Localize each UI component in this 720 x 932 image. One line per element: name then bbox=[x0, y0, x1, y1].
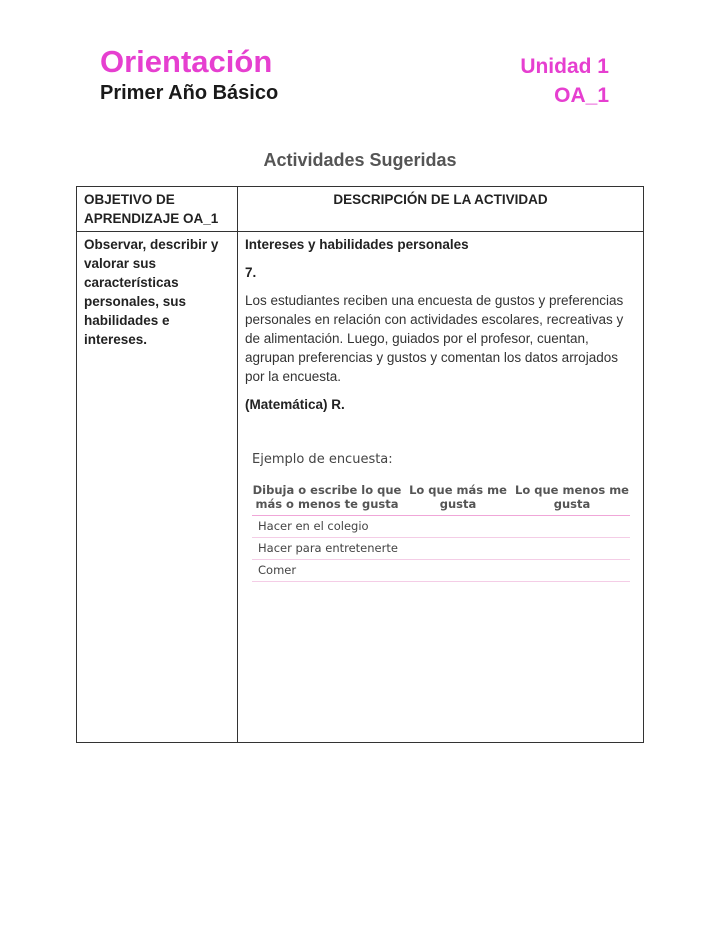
description-cell bbox=[238, 232, 644, 743]
subject-title: Orientación bbox=[100, 44, 273, 79]
activity-table bbox=[76, 186, 644, 743]
survey-row: Hacer para entretenerte bbox=[252, 538, 630, 560]
survey-column-header: Lo que más me gusta bbox=[409, 483, 507, 511]
survey-example bbox=[252, 450, 630, 582]
activity-subject: (Matemática) R. bbox=[245, 397, 345, 412]
activity-description: Los estudiantes reciben una encuesta de gustos y preferencias personales en relación con actividades escolares, recreativas y de alimentación. Luego, guiados por el profesor, cuentan, agrupan preferencias y gustos y comentan los datos arrojados por la encuesta. bbox=[245, 293, 624, 384]
document-header-right bbox=[520, 54, 609, 109]
activity-title: Intereses y habilidades personales bbox=[245, 237, 469, 252]
survey-title: Ejemplo de encuesta: bbox=[252, 452, 393, 467]
activity-number: 7. bbox=[245, 265, 257, 280]
table-row bbox=[77, 232, 644, 743]
survey-header-row bbox=[252, 483, 630, 516]
survey-row: Hacer en el colegio bbox=[252, 516, 630, 538]
survey-column-header: Dibuja o escribe lo que más o menos te gusta bbox=[252, 483, 402, 511]
objective-column-header: OBJETIVO DE APRENDIZAJE OA_1 bbox=[77, 187, 238, 232]
survey-row: Comer bbox=[252, 560, 630, 582]
section-title: Actividades Sugeridas bbox=[263, 150, 457, 170]
survey-column-header: Lo que menos me gusta bbox=[515, 483, 629, 511]
objective-cell: Observar, describir y valorar sus características personales, sus habilidades e intereses. bbox=[77, 232, 238, 743]
unit-label: Unidad 1 bbox=[520, 55, 609, 78]
table-header-row bbox=[77, 187, 644, 232]
oa-label: OA_1 bbox=[554, 84, 609, 107]
grade-level: Primer Año Básico bbox=[100, 82, 279, 104]
description-column-header: DESCRIPCIÓN DE LA ACTIVIDAD bbox=[238, 187, 644, 232]
document-header-left bbox=[100, 44, 278, 105]
